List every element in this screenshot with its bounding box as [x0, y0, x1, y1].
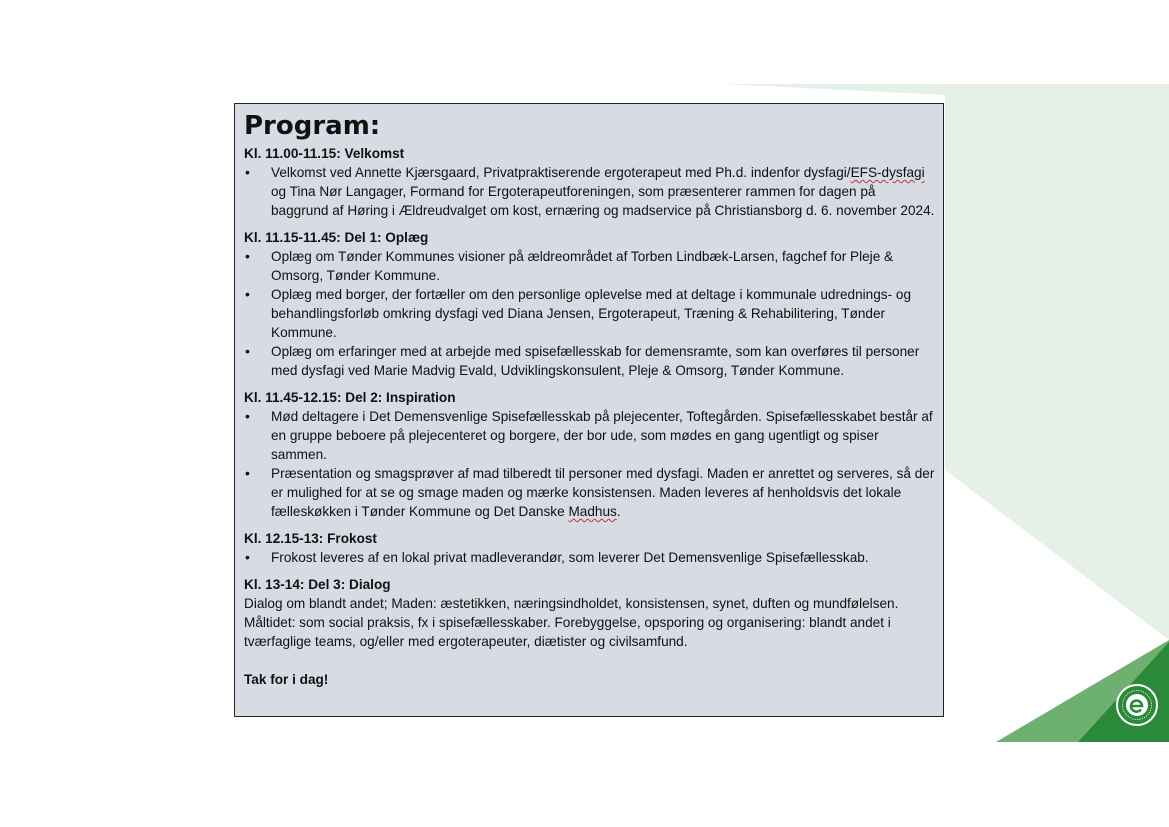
list-item: • Frokost leveres af en lokal privat madleverandør, som leverer Det Demensvenlige Spisefællesskab. [244, 548, 935, 567]
section-oplaeg [244, 228, 935, 380]
section-heading: Kl. 12.15-13: Frokost [244, 531, 377, 546]
section-heading: Kl. 13-14: Del 3: Dialog [244, 577, 391, 592]
list-item: • Mød deltagere i Det Demensvenlige Spisefællesskab på plejecenter, Toftegården. Spisefællesskabet består af en gruppe beboere på plejecenteret og borgere, der bor ude, som mødes en gang ugentligt og spiser sammen. [244, 407, 935, 464]
program-title: Program: [244, 111, 381, 141]
list-item: • Oplæg om erfaringer med at arbejde med spisefællesskab for demensramte, som kan overføres til personer med dysfagi ved Marie Madvig Evald, Udviklingskonsulent, Pleje & Omsorg, Tønder Kommune. [244, 342, 935, 380]
list-item: • Oplæg om Tønder Kommunes visioner på ældreområdet af Torben Lindbæk-Larsen, fagchef for Pleje & Omsorg, Tønder Kommune. [244, 247, 935, 285]
spellcheck-word: EFS-dysfagi [850, 165, 925, 180]
section-inspiration [244, 388, 935, 521]
dialog-text: Dialog om blandt andet; Maden: æstetikken, næringsindholdet, konsistensen, synet, duften og mundfølelsen. Måltidet: som social praksis, fx i spisefællesskaber. Forebyggelse, opsporing og organisering: blandt andet i tværfaglige teams, og/eller med ergoterapeuter, diætister og civilsamfund. [244, 596, 899, 649]
section-heading: Kl. 11.00-11.15: Velkomst [244, 146, 405, 161]
section-dialog [244, 575, 935, 651]
section-frokost [244, 529, 935, 567]
program-box [234, 103, 944, 717]
spellcheck-word: Madhus [568, 504, 617, 519]
section-heading: Kl. 11.45-12.15: Del 2: Inspiration [244, 390, 456, 405]
list-item: • Velkomst ved Annette Kjærsgaard, Privatpraktiserende ergoterapeut med Ph.d. indenfor dysfagi/EFS-dysfagi og Tina Nør Langager, Formand for Ergoterapeutforeningen, som præsenterer rammen for dagen på baggrund af Høring i Ældreudvalget om kost, ernæring og madservice på Christiansborg d. 6. november 2024. [244, 163, 935, 220]
section-velkomst [244, 144, 935, 220]
closing-text: Tak for i dag! [244, 672, 329, 687]
section-heading: Kl. 11.15-11.45: Del 1: Oplæg [244, 230, 429, 245]
list-item: • Oplæg med borger, der fortæller om den personlige oplevelse med at deltage i kommunale udrednings- og behandlingsforløb omkring dysfagi ved Diana Jensen, Ergoterapeut, Træning & Rehabilitering, Tønder Kommune. [244, 285, 935, 342]
list-item: • Præsentation og smagsprøver af mad tilberedt til personer med dysfagi. Maden er anrettet og serveres, så der er mulighed for at se og smage maden og mærke konsistensen. Maden leveres af henholdsvis det lokale fælleskøkken i Tønder Kommune og Det Danske Madhus. [244, 464, 935, 521]
ergoterapeut-foreningen-logo-icon [1115, 683, 1159, 727]
